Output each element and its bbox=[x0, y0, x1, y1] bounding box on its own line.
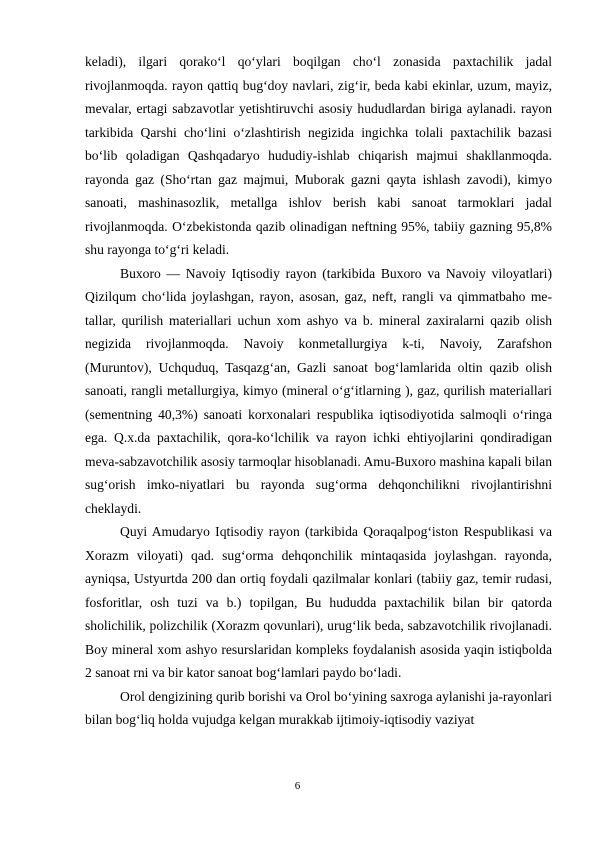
paragraph-4: Orol dengizining qurib borishi va Orol boʻyining saxroga aylanishi ja-rayonlari bilan bogʻliq holda vujudga kelgan murakkab ijtimoiy-iqtisodiy vaziyat bbox=[85, 688, 552, 727]
body-text bbox=[85, 50, 552, 732]
paragraph-1: keladi), ilgari qorakoʻl qoʻylari boqilgan choʻl zonasida paxtachilik jadal rivojlanmoqda. rayon qattiq bugʻdoy navlari, zigʻir, beda kabi ekinlar, uzum, mayiz, mevalar, ertagi sabzavotlar yetishtiruvchi asosiy hududlardan biriga aylanadi. rayon tarkibida Qarshi choʻlini oʻzlashtirish negizida ingichka tolali paxtachilik bazasi boʻlib qoladigan Qashqadaryo hududiy-ishlab chiqarish majmui shakllanmoqda. rayonda gaz (Shoʻrtan gaz majmui, Muborak gazni qayta ishlash zavodi), kimyo sanoati, mashinasozlik, metallga ishlov berish kabi sanoat tarmoklari jadal rivojlanmoqda. Oʻzbekistonda qazib olinadigan neftning 95%, tabiiy gazning 95,8% shu rayonga toʻgʻri keladi. bbox=[85, 54, 552, 257]
paragraph-3: Quyi Amudaryo Iqtisodiy rayon (tarkibida Qoraqalpogʻiston Respublikasi va Xorazm viloyati) qad. sugʻorma dehqonchilik mintaqasida joylashgan. rayonda, ayniqsa, Ustyurtda 200 dan ortiq foydali qazilmalar konlari (tabiiy gaz, temir rudasi, fosforitlar, osh tuzi va b.) topilgan, Bu hududda paxtachilik bilan bir qatorda sholichilik, polizchilik (Xorazm qovunlari), urugʻlik beda, sabzavotchilik rivojlanadi. Boy mineral xom ashyo resurslaridan kompleks foydalanish asosida yaqin istiqbolda 2 sanoat rni va bir kator sanoat bogʻlamlari paydo boʻladi. bbox=[85, 524, 552, 680]
page-number: 6 bbox=[294, 780, 301, 792]
paragraph-2: Buxoro — Navoiy Iqtisodiy rayon (tarkibida Buxoro va Navoiy viloyatlari) Qizilqum choʻlida joylashgan, rayon, asosan, gaz, neft, rangli va qimmatbaho me-tallar, qurilish materiallari uchun xom ashyo va b. mineral zaxiralarni qazib olish negizida rivojlanmoqda. Navoiy konmetallurgiya k-ti, Navoiy, Zarafshon (Muruntov), Uchquduq, Tasqazgʻan, Gazli sanoat bogʻlamlarida oltin qazib olish sanoati, rangli metallurgiya, kimyo (mineral oʻgʻitlarning ), gaz, qurilish materiallari (sementning 40,3%) sanoati korxonalari respublika iqtisodiyotida salmoqli oʻringa ega. Q.x.da paxtachilik, qora-koʻlchilik va rayon ichki ehtiyojlarini qondiradigan meva-sabzavotchilik asosiy tarmoqlar hisoblanadi. Amu-Buxoro mashina kapali bilan sugʻorish imko-niyatlari bu rayonda sugʻorma dehqonchilikni rivojlantirishni cheklaydi. bbox=[85, 265, 552, 516]
